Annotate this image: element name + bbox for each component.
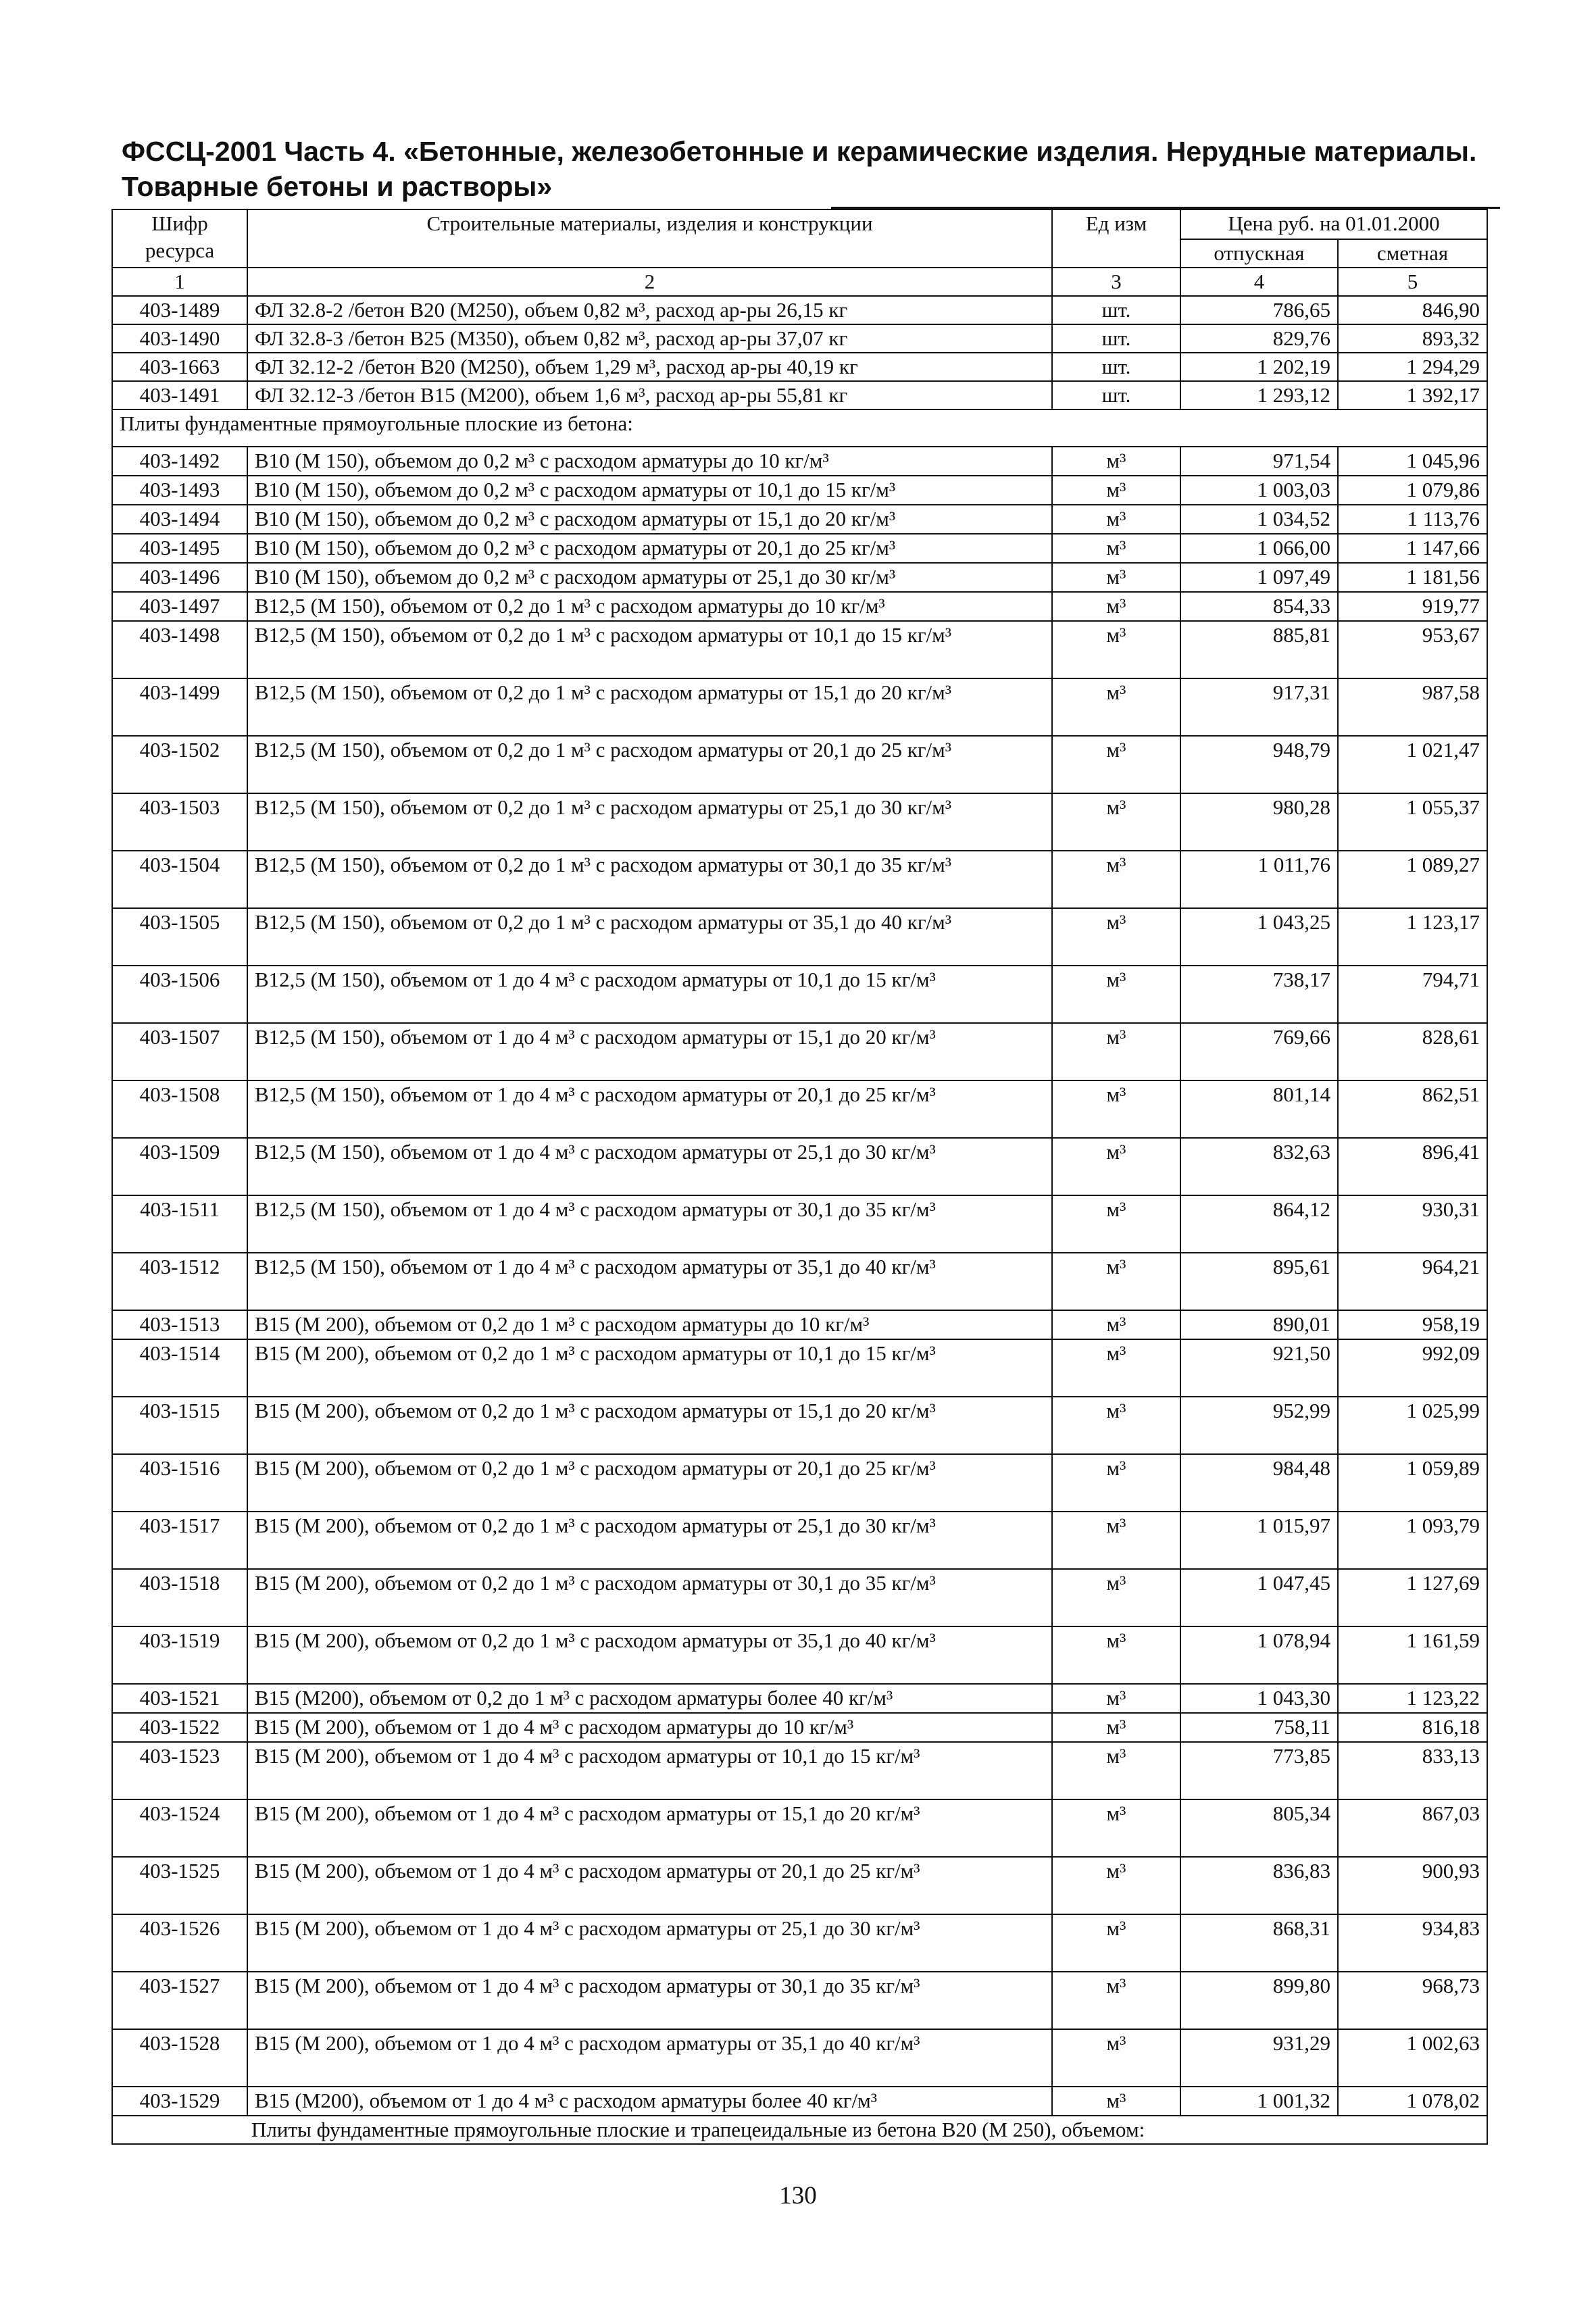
table-row xyxy=(112,505,1487,534)
unit: м³ xyxy=(1052,534,1180,563)
table-row xyxy=(112,2029,1487,2087)
col-header-price: Цена руб. на 01.01.2000 xyxy=(1180,209,1487,239)
release-price: 738,17 xyxy=(1180,966,1338,1023)
table-row xyxy=(112,1857,1487,1914)
material-name: ФЛ 32.8-3 /бетон В25 (М350), объем 0,82 м³, расход ар-ры 37,07 кг xyxy=(247,324,1052,353)
table-row xyxy=(112,324,1487,353)
resource-code: 403-1498 xyxy=(112,621,247,678)
release-price: 921,50 xyxy=(1180,1339,1338,1397)
unit: м³ xyxy=(1052,592,1180,621)
unit: м³ xyxy=(1052,447,1180,476)
release-price: 917,31 xyxy=(1180,678,1338,736)
table-row xyxy=(112,621,1487,678)
release-price: 885,81 xyxy=(1180,621,1338,678)
resource-code: 403-1526 xyxy=(112,1914,247,1972)
unit: м³ xyxy=(1052,1253,1180,1310)
release-price: 868,31 xyxy=(1180,1914,1338,1972)
group-heading: Плиты фундаментные прямоугольные плоские и трапецеидальные из бетона В20 (М 250), объемом: xyxy=(112,2116,1487,2144)
resource-code: 403-1517 xyxy=(112,1512,247,1569)
resource-code: 403-1518 xyxy=(112,1569,247,1626)
unit: шт. xyxy=(1052,381,1180,409)
unit: м³ xyxy=(1052,1023,1180,1080)
material-name: В10 (М 150), объемом до 0,2 м³ с расходом арматуры от 10,1 до 15 кг/м³ xyxy=(247,476,1052,505)
table-row xyxy=(112,736,1487,793)
column-number: 2 xyxy=(247,268,1052,296)
unit: м³ xyxy=(1052,1397,1180,1454)
estimate-price: 1 059,89 xyxy=(1338,1454,1487,1512)
estimate-price: 1 181,56 xyxy=(1338,563,1487,592)
resource-code: 403-1495 xyxy=(112,534,247,563)
table-row xyxy=(112,476,1487,505)
material-name: ФЛ 32.12-2 /бетон В20 (М250), объем 1,29 м³, расход ар-ры 40,19 кг xyxy=(247,353,1052,381)
table-row xyxy=(112,296,1487,324)
resource-code: 403-1528 xyxy=(112,2029,247,2087)
release-price: 805,34 xyxy=(1180,1799,1338,1857)
unit: м³ xyxy=(1052,1195,1180,1253)
estimate-price: 1 147,66 xyxy=(1338,534,1487,563)
table-row xyxy=(112,381,1487,409)
material-name: В12,5 (М 150), объемом от 1 до 4 м³ с расходом арматуры от 20,1 до 25 кг/м³ xyxy=(247,1080,1052,1138)
estimate-price: 862,51 xyxy=(1338,1080,1487,1138)
estimate-price: 1 123,22 xyxy=(1338,1684,1487,1713)
unit: м³ xyxy=(1052,1972,1180,2029)
release-price: 854,33 xyxy=(1180,592,1338,621)
resource-code: 403-1504 xyxy=(112,851,247,908)
unit: м³ xyxy=(1052,1138,1180,1195)
column-number: 1 xyxy=(112,268,247,296)
rows-main xyxy=(112,447,1487,2116)
material-name: В12,5 (М 150), объемом от 0,2 до 1 м³ с расходом арматуры до 10 кг/м³ xyxy=(247,592,1052,621)
material-name: В15 (М 200), объемом от 1 до 4 м³ с расходом арматуры от 30,1 до 35 кг/м³ xyxy=(247,1972,1052,2029)
release-price: 836,83 xyxy=(1180,1857,1338,1914)
release-price: 758,11 xyxy=(1180,1713,1338,1742)
unit: м³ xyxy=(1052,1713,1180,1742)
unit: м³ xyxy=(1052,908,1180,966)
unit: м³ xyxy=(1052,793,1180,851)
unit: м³ xyxy=(1052,1080,1180,1138)
release-price: 1 043,30 xyxy=(1180,1684,1338,1713)
resource-code: 403-1521 xyxy=(112,1684,247,1713)
unit: м³ xyxy=(1052,505,1180,534)
estimate-price: 987,58 xyxy=(1338,678,1487,736)
table-row xyxy=(112,678,1487,736)
release-price: 971,54 xyxy=(1180,447,1338,476)
group-1 xyxy=(112,409,1487,447)
table-row xyxy=(112,908,1487,966)
estimate-price: 833,13 xyxy=(1338,1742,1487,1799)
unit: м³ xyxy=(1052,1512,1180,1569)
resource-code: 403-1515 xyxy=(112,1397,247,1454)
material-name: В12,5 (М 150), объемом от 0,2 до 1 м³ с расходом арматуры от 30,1 до 35 кг/м³ xyxy=(247,851,1052,908)
release-price: 1 047,45 xyxy=(1180,1569,1338,1626)
release-price: 1 202,19 xyxy=(1180,353,1338,381)
release-price: 890,01 xyxy=(1180,1310,1338,1339)
unit: шт. xyxy=(1052,296,1180,324)
material-name: В15 (М 200), объемом от 0,2 до 1 м³ с расходом арматуры от 10,1 до 15 кг/м³ xyxy=(247,1339,1052,1397)
material-name: В15 (М 200), объемом от 1 до 4 м³ с расходом арматуры от 15,1 до 20 кг/м³ xyxy=(247,1799,1052,1857)
estimate-price: 1 045,96 xyxy=(1338,447,1487,476)
estimate-price: 1 089,27 xyxy=(1338,851,1487,908)
table-row xyxy=(112,534,1487,563)
material-name: В15 (М 200), объемом от 0,2 до 1 м³ с расходом арматуры от 35,1 до 40 кг/м³ xyxy=(247,1626,1052,1684)
material-name: ФЛ 32.8-2 /бетон В20 (М250), объем 0,82 м³, расход ар-ры 26,15 кг xyxy=(247,296,1052,324)
material-name: В10 (М 150), объемом до 0,2 м³ с расходом арматуры от 25,1 до 30 кг/м³ xyxy=(247,563,1052,592)
price-table xyxy=(111,209,1488,2145)
material-name: В15 (М200), объемом от 1 до 4 м³ с расходом арматуры более 40 кг/м³ xyxy=(247,2087,1052,2116)
estimate-price: 1 093,79 xyxy=(1338,1512,1487,1569)
table-row xyxy=(112,563,1487,592)
material-name: В10 (М 150), объемом до 0,2 м³ с расходом арматуры от 20,1 до 25 кг/м³ xyxy=(247,534,1052,563)
group-heading: Плиты фундаментные прямоугольные плоские из бетона: xyxy=(112,409,1487,447)
material-name: В15 (М 200), объемом от 1 до 4 м³ с расходом арматуры от 25,1 до 30 кг/м³ xyxy=(247,1914,1052,1972)
material-name: В12,5 (М 150), объемом от 0,2 до 1 м³ с расходом арматуры от 15,1 до 20 кг/м³ xyxy=(247,678,1052,736)
resource-code: 403-1508 xyxy=(112,1080,247,1138)
estimate-price: 953,67 xyxy=(1338,621,1487,678)
material-name: В12,5 (М 150), объемом от 1 до 4 м³ с расходом арматуры от 15,1 до 20 кг/м³ xyxy=(247,1023,1052,1080)
material-name: В12,5 (М 150), объемом от 1 до 4 м³ с расходом арматуры от 35,1 до 40 кг/м³ xyxy=(247,1253,1052,1310)
unit: м³ xyxy=(1052,1626,1180,1684)
unit: м³ xyxy=(1052,1454,1180,1512)
table-row xyxy=(112,592,1487,621)
estimate-price: 934,83 xyxy=(1338,1914,1487,1972)
table-row xyxy=(112,1310,1487,1339)
release-price: 1 043,25 xyxy=(1180,908,1338,966)
estimate-price: 1 294,29 xyxy=(1338,353,1487,381)
material-name: В12,5 (М 150), объемом от 1 до 4 м³ с расходом арматуры от 25,1 до 30 кг/м³ xyxy=(247,1138,1052,1195)
table-row xyxy=(112,1195,1487,1253)
resource-code: 403-1493 xyxy=(112,476,247,505)
table-row xyxy=(112,793,1487,851)
column-numbers-row xyxy=(112,268,1487,296)
table-row xyxy=(112,1397,1487,1454)
material-name: В15 (М 200), объемом от 1 до 4 м³ с расходом арматуры до 10 кг/м³ xyxy=(247,1713,1052,1742)
unit: м³ xyxy=(1052,1569,1180,1626)
estimate-price: 1 002,63 xyxy=(1338,2029,1487,2087)
unit: м³ xyxy=(1052,1339,1180,1397)
release-price: 832,63 xyxy=(1180,1138,1338,1195)
material-name: В15 (М 200), объемом от 0,2 до 1 м³ с расходом арматуры от 30,1 до 35 кг/м³ xyxy=(247,1569,1052,1626)
estimate-price: 816,18 xyxy=(1338,1713,1487,1742)
col-header-release: отпускная xyxy=(1180,239,1338,268)
release-price: 895,61 xyxy=(1180,1253,1338,1310)
release-price: 801,14 xyxy=(1180,1080,1338,1138)
table-row xyxy=(112,1569,1487,1626)
material-name: В15 (М 200), объемом от 0,2 до 1 м³ с расходом арматуры от 15,1 до 20 кг/м³ xyxy=(247,1397,1052,1454)
table-row xyxy=(112,1684,1487,1713)
estimate-price: 1 079,86 xyxy=(1338,476,1487,505)
resource-code: 403-1524 xyxy=(112,1799,247,1857)
unit: м³ xyxy=(1052,1914,1180,1972)
resource-code: 403-1491 xyxy=(112,381,247,409)
unit: м³ xyxy=(1052,851,1180,908)
table-row xyxy=(112,1253,1487,1310)
page-header: ФССЦ-2001 Часть 4. «Бетонные, железобетонные и керамические изделия. Нерудные материалы. Товарные бетоны и растворы» xyxy=(122,136,1477,202)
estimate-price: 992,09 xyxy=(1338,1339,1487,1397)
resource-code: 403-1496 xyxy=(112,563,247,592)
release-price: 1 011,76 xyxy=(1180,851,1338,908)
unit: м³ xyxy=(1052,1684,1180,1713)
table-row xyxy=(112,1339,1487,1397)
estimate-price: 1 161,59 xyxy=(1338,1626,1487,1684)
release-price: 984,48 xyxy=(1180,1454,1338,1512)
release-price: 786,65 xyxy=(1180,296,1338,324)
table-row xyxy=(112,1713,1487,1742)
material-name: В15 (М 200), объемом от 0,2 до 1 м³ с расходом арматуры до 10 кг/м³ xyxy=(247,1310,1052,1339)
release-price: 1 293,12 xyxy=(1180,381,1338,409)
estimate-price: 794,71 xyxy=(1338,966,1487,1023)
table-row xyxy=(112,1138,1487,1195)
resource-code: 403-1507 xyxy=(112,1023,247,1080)
unit: шт. xyxy=(1052,324,1180,353)
estimate-price: 919,77 xyxy=(1338,592,1487,621)
rows-top xyxy=(112,296,1487,409)
table-head xyxy=(112,209,1487,296)
table-row xyxy=(112,353,1487,381)
release-price: 1 015,97 xyxy=(1180,1512,1338,1569)
resource-code: 403-1529 xyxy=(112,2087,247,2116)
resource-code: 403-1499 xyxy=(112,678,247,736)
material-name: ФЛ 32.12-3 /бетон В15 (М200), объем 1,6 м³, расход ар-ры 55,81 кг xyxy=(247,381,1052,409)
table-row xyxy=(112,1454,1487,1512)
material-name: В12,5 (М 150), объемом от 0,2 до 1 м³ с расходом арматуры от 10,1 до 15 кг/м³ xyxy=(247,621,1052,678)
resource-code: 403-1519 xyxy=(112,1626,247,1684)
table-row xyxy=(112,966,1487,1023)
release-price: 952,99 xyxy=(1180,1397,1338,1454)
col-header-estimate: сметная xyxy=(1338,239,1487,268)
table-row xyxy=(112,1512,1487,1569)
unit: м³ xyxy=(1052,476,1180,505)
release-price: 1 034,52 xyxy=(1180,505,1338,534)
estimate-price: 828,61 xyxy=(1338,1023,1487,1080)
resource-code: 403-1663 xyxy=(112,353,247,381)
resource-code: 403-1490 xyxy=(112,324,247,353)
release-price: 1 001,32 xyxy=(1180,2087,1338,2116)
col-header-code: Шифр ресурса xyxy=(112,209,247,268)
resource-code: 403-1506 xyxy=(112,966,247,1023)
resource-code: 403-1502 xyxy=(112,736,247,793)
material-name: В12,5 (М 150), объемом от 1 до 4 м³ с расходом арматуры от 10,1 до 15 кг/м³ xyxy=(247,966,1052,1023)
resource-code: 403-1509 xyxy=(112,1138,247,1195)
resource-code: 403-1516 xyxy=(112,1454,247,1512)
table-row xyxy=(112,851,1487,908)
material-name: В15 (М 200), объемом от 0,2 до 1 м³ с расходом арматуры от 25,1 до 30 кг/м³ xyxy=(247,1512,1052,1569)
resource-code: 403-1511 xyxy=(112,1195,247,1253)
estimate-price: 1 025,99 xyxy=(1338,1397,1487,1454)
release-price: 773,85 xyxy=(1180,1742,1338,1799)
resource-code: 403-1513 xyxy=(112,1310,247,1339)
release-price: 899,80 xyxy=(1180,1972,1338,2029)
material-name: В15 (М 200), объемом от 1 до 4 м³ с расходом арматуры от 20,1 до 25 кг/м³ xyxy=(247,1857,1052,1914)
material-name: В12,5 (М 150), объемом от 0,2 до 1 м³ с расходом арматуры от 20,1 до 25 кг/м³ xyxy=(247,736,1052,793)
col-header-name: Строительные материалы, изделия и конструкции xyxy=(247,209,1052,268)
table-row xyxy=(112,1799,1487,1857)
estimate-price: 867,03 xyxy=(1338,1799,1487,1857)
col-header-unit: Ед изм xyxy=(1052,209,1180,268)
material-name: В15 (М200), объемом от 0,2 до 1 м³ с расходом арматуры более 40 кг/м³ xyxy=(247,1684,1052,1713)
unit: м³ xyxy=(1052,966,1180,1023)
resource-code: 403-1503 xyxy=(112,793,247,851)
material-name: В15 (М 200), объемом от 1 до 4 м³ с расходом арматуры от 35,1 до 40 кг/м³ xyxy=(247,2029,1052,2087)
table-row xyxy=(112,2087,1487,2116)
release-price: 769,66 xyxy=(1180,1023,1338,1080)
resource-code: 403-1522 xyxy=(112,1713,247,1742)
group-2 xyxy=(112,2116,1487,2144)
resource-code: 403-1497 xyxy=(112,592,247,621)
material-name: В10 (М 150), объемом до 0,2 м³ с расходом арматуры от 15,1 до 20 кг/м³ xyxy=(247,505,1052,534)
unit: м³ xyxy=(1052,1799,1180,1857)
unit: м³ xyxy=(1052,736,1180,793)
resource-code: 403-1512 xyxy=(112,1253,247,1310)
resource-code: 403-1489 xyxy=(112,296,247,324)
estimate-price: 930,31 xyxy=(1338,1195,1487,1253)
table-row xyxy=(112,1626,1487,1684)
unit: м³ xyxy=(1052,621,1180,678)
column-number: 3 xyxy=(1052,268,1180,296)
estimate-price: 1 078,02 xyxy=(1338,2087,1487,2116)
material-name: В15 (М 200), объемом от 1 до 4 м³ с расходом арматуры от 10,1 до 15 кг/м³ xyxy=(247,1742,1052,1799)
estimate-price: 893,32 xyxy=(1338,324,1487,353)
resource-code: 403-1514 xyxy=(112,1339,247,1397)
release-price: 1 097,49 xyxy=(1180,563,1338,592)
table-row xyxy=(112,1080,1487,1138)
release-price: 1 003,03 xyxy=(1180,476,1338,505)
unit: м³ xyxy=(1052,1857,1180,1914)
table-row xyxy=(112,1023,1487,1080)
release-price: 1 066,00 xyxy=(1180,534,1338,563)
release-price: 1 078,94 xyxy=(1180,1626,1338,1684)
release-price: 980,28 xyxy=(1180,793,1338,851)
estimate-price: 964,21 xyxy=(1338,1253,1487,1310)
estimate-price: 896,41 xyxy=(1338,1138,1487,1195)
estimate-price: 958,19 xyxy=(1338,1310,1487,1339)
material-name: В12,5 (М 150), объемом от 1 до 4 м³ с расходом арматуры от 30,1 до 35 кг/м³ xyxy=(247,1195,1052,1253)
resource-code: 403-1527 xyxy=(112,1972,247,2029)
table-row xyxy=(112,1742,1487,1799)
column-number: 4 xyxy=(1180,268,1338,296)
estimate-price: 1 392,17 xyxy=(1338,381,1487,409)
estimate-price: 1 127,69 xyxy=(1338,1569,1487,1626)
release-price: 931,29 xyxy=(1180,2029,1338,2087)
page-number: 130 xyxy=(779,2182,817,2210)
estimate-price: 1 123,17 xyxy=(1338,908,1487,966)
unit: м³ xyxy=(1052,678,1180,736)
resource-code: 403-1494 xyxy=(112,505,247,534)
estimate-price: 846,90 xyxy=(1338,296,1487,324)
resource-code: 403-1523 xyxy=(112,1742,247,1799)
unit: м³ xyxy=(1052,2029,1180,2087)
material-name: В15 (М 200), объемом от 0,2 до 1 м³ с расходом арматуры от 20,1 до 25 кг/м³ xyxy=(247,1454,1052,1512)
table-row xyxy=(112,447,1487,476)
unit: м³ xyxy=(1052,2087,1180,2116)
material-name: В12,5 (М 150), объемом от 0,2 до 1 м³ с расходом арматуры от 35,1 до 40 кг/м³ xyxy=(247,908,1052,966)
unit: м³ xyxy=(1052,1742,1180,1799)
release-price: 864,12 xyxy=(1180,1195,1338,1253)
resource-code: 403-1505 xyxy=(112,908,247,966)
material-name: В12,5 (М 150), объемом от 0,2 до 1 м³ с расходом арматуры от 25,1 до 30 кг/м³ xyxy=(247,793,1052,851)
estimate-price: 968,73 xyxy=(1338,1972,1487,2029)
resource-code: 403-1525 xyxy=(112,1857,247,1914)
resource-code: 403-1492 xyxy=(112,447,247,476)
release-price: 829,76 xyxy=(1180,324,1338,353)
table-row xyxy=(112,1914,1487,1972)
column-number: 5 xyxy=(1338,268,1487,296)
estimate-price: 1 113,76 xyxy=(1338,505,1487,534)
unit: м³ xyxy=(1052,1310,1180,1339)
release-price: 948,79 xyxy=(1180,736,1338,793)
table-row xyxy=(112,1972,1487,2029)
estimate-price: 900,93 xyxy=(1338,1857,1487,1914)
estimate-price: 1 055,37 xyxy=(1338,793,1487,851)
estimate-price: 1 021,47 xyxy=(1338,736,1487,793)
unit: м³ xyxy=(1052,563,1180,592)
material-name: В10 (М 150), объемом до 0,2 м³ с расходом арматуры до 10 кг/м³ xyxy=(247,447,1052,476)
unit: шт. xyxy=(1052,353,1180,381)
